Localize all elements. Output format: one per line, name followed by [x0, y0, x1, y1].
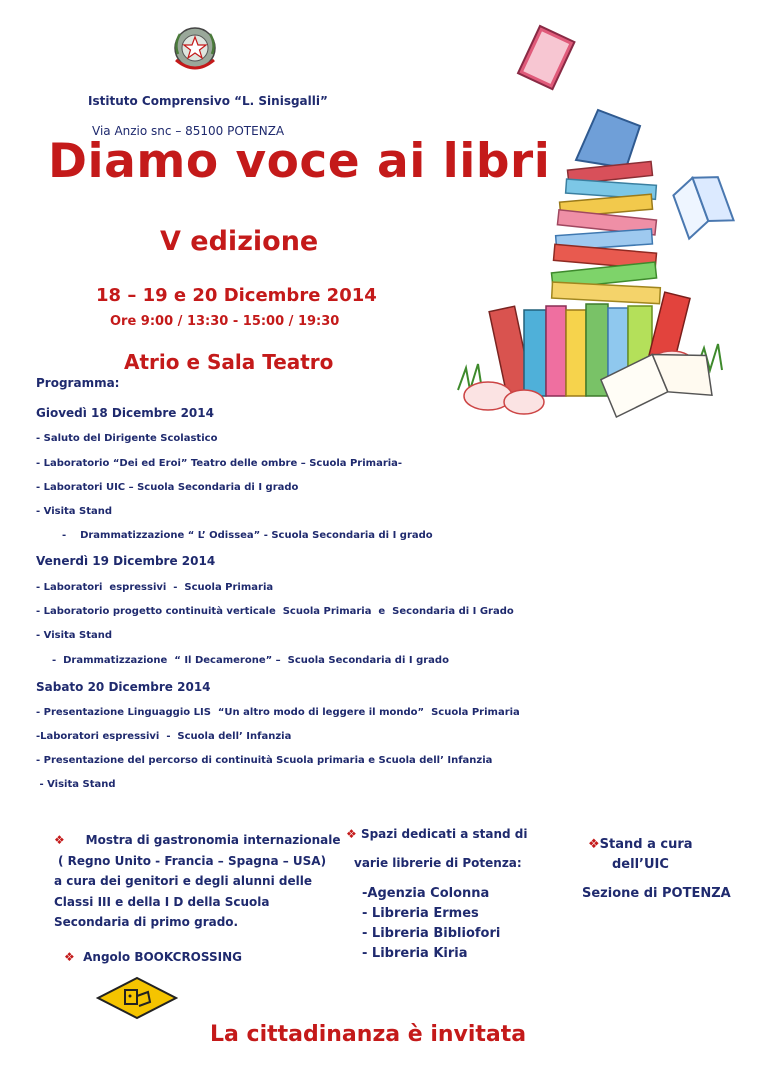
gastronomy-line: Secondaria di primo grado.	[54, 915, 239, 929]
list-item: - Laboratorio progetto continuità verticale Scuola Primaria e Secondaria di I Grado	[36, 606, 514, 617]
list-item: - Visita Stand	[36, 779, 116, 790]
list-item: - Laboratorio “Dei ed Eroi” Teatro delle ombre – Scuola Primaria-	[36, 458, 403, 469]
uic-block	[582, 837, 731, 901]
list-item: - Visita Stand	[36, 630, 113, 641]
uic-section: Sezione di POTENZA	[582, 886, 731, 901]
italian-republic-emblem-icon	[170, 24, 220, 76]
bookshop-item: - Libreria Bibliofori	[362, 926, 501, 941]
invitation: La cittadinanza è invitata	[210, 1022, 527, 1047]
bullet-icon: ❖	[588, 837, 600, 852]
school-name: Istituto Comprensivo “L. Sinisgalli”	[88, 94, 328, 108]
event-hours: Ore 9:00 / 13:30 - 15:00 / 19:30	[110, 314, 340, 329]
bookcrossing-label: Angolo BOOKCROSSING	[83, 950, 242, 964]
bookshops-block	[346, 826, 528, 964]
day-title-friday: Venerdì 19 Dicembre 2014	[36, 554, 216, 568]
bookshops-line: varie librerie di Potenza:	[354, 856, 522, 870]
uic-line: Stand a cura	[599, 837, 693, 852]
stacked-books-illustration-icon	[448, 18, 748, 458]
gastronomy-line: a cura dei genitori e degli alunni delle	[54, 874, 312, 888]
list-item: - Presentazione del percorso di continuità Scuola primaria e Scuola dell’ Infanzia	[36, 755, 493, 766]
uic-line: dell’UIC	[612, 857, 669, 872]
bullet-icon: ❖	[54, 833, 65, 847]
gastronomy-line: Mostra di gastronomia internazionale	[85, 833, 341, 847]
day-title-thursday: Giovedì 18 Dicembre 2014	[36, 406, 214, 420]
event-dates: 18 – 19 e 20 Dicembre 2014	[96, 285, 377, 306]
bullet-icon: ❖	[64, 950, 75, 964]
list-item: - Drammatizzazione “ L’ Odissea” - Scuola Secondaria di I grado	[62, 530, 433, 541]
bookcrossing-label-row	[64, 950, 242, 964]
bookcrossing-logo-icon	[96, 976, 178, 1020]
school-address: Via Anzio snc – 85100 POTENZA	[92, 124, 285, 138]
program-heading: Programma:	[36, 376, 120, 390]
list-item: - Presentazione Linguaggio LIS “Un altro modo di leggere il mondo” Scuola Primaria	[36, 707, 520, 718]
bookshop-item: - Libreria Kiria	[362, 946, 468, 961]
bookshop-item: - Libreria Ermes	[362, 906, 479, 921]
bookshop-item: -Agenzia Colonna	[362, 886, 490, 901]
gastronomy-line: ( Regno Unito - Francia – Spagna – USA)	[58, 853, 327, 868]
day-title-saturday: Sabato 20 Dicembre 2014	[36, 680, 211, 694]
list-item: -Laboratori espressivi - Scuola dell’ Infanzia	[36, 731, 292, 742]
list-item: - Laboratori espressivi - Scuola Primaria	[36, 582, 274, 593]
event-location: Atrio e Sala Teatro	[124, 350, 334, 374]
list-item: - Drammatizzazione “ Il Decamerone” – Scuola Secondaria di I grado	[52, 655, 449, 666]
event-title: Diamo voce ai libri	[48, 134, 551, 189]
event-edition: V edizione	[160, 226, 319, 257]
gastronomy-line: Classi III e della I D della Scuola	[54, 894, 270, 909]
list-item: - Laboratori UIC – Scuola Secondaria di I grado	[36, 482, 299, 493]
bullet-icon: ❖	[346, 827, 357, 841]
bookshops-line: Spazi dedicati a stand di	[360, 827, 528, 841]
list-item: - Saluto del Dirigente Scolastico	[36, 433, 218, 444]
list-item: - Visita Stand	[36, 506, 113, 517]
gastronomy-block	[54, 830, 341, 933]
